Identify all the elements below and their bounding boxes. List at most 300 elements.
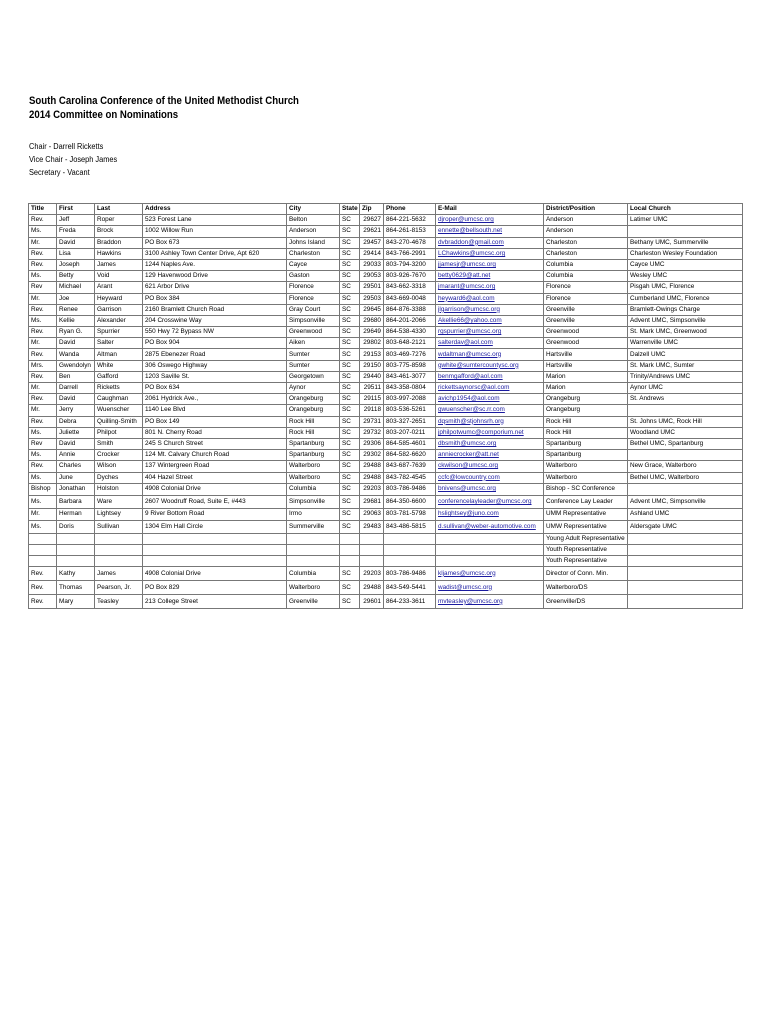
cell-email[interactable]: hslightsey@juno.com xyxy=(436,508,544,521)
cell-local-church xyxy=(628,405,743,416)
cell-email[interactable]: ccfc@lowcountry.com xyxy=(436,472,544,483)
cell-address xyxy=(143,544,287,555)
cell-first: David xyxy=(57,438,95,449)
cell-title: Rev. xyxy=(29,304,57,315)
cell-zip xyxy=(360,556,384,567)
cell-title: Rev. xyxy=(29,248,57,259)
table-row xyxy=(29,215,743,226)
cell-first: Joe xyxy=(57,293,95,304)
table-row xyxy=(29,472,743,483)
cell-address: 9 River Bottom Road xyxy=(143,508,287,521)
cell-state: SC xyxy=(340,237,360,248)
cell-email[interactable]: mvteasley@umcsc.org xyxy=(436,595,544,609)
cell-phone: 803-648-2121 xyxy=(384,338,436,349)
cell-phone: 803-926-7670 xyxy=(384,271,436,282)
cell-local-church: Warrenville UMC xyxy=(628,338,743,349)
cell-district-position: Florence xyxy=(544,293,628,304)
cell-email[interactable]: wdaltman@umcsc.org xyxy=(436,349,544,360)
cell-phone: 843-270-4678 xyxy=(384,237,436,248)
cell-last: Gafford xyxy=(95,371,143,382)
cell-last: James xyxy=(95,567,143,581)
table-row xyxy=(29,237,743,248)
cell-city: Sumter xyxy=(287,360,340,371)
cell-local-church: Pisgah UMC, Florence xyxy=(628,282,743,293)
table-row xyxy=(29,438,743,449)
cell-zip: 29731 xyxy=(360,416,384,427)
cell-last xyxy=(95,533,143,544)
cell-email[interactable]: salterdav@aol.com xyxy=(436,338,544,349)
cell-zip: 29203 xyxy=(360,483,384,496)
cell-district-position: Conference Lay Leader xyxy=(544,496,628,509)
officer-vice-chair: Vice Chair - Joseph James xyxy=(29,154,118,164)
cell-email[interactable]: djroper@umcsc.org xyxy=(436,215,544,226)
cell-state: SC xyxy=(340,394,360,405)
cell-city: Simpsonville xyxy=(287,315,340,326)
cell-address: PO Box 829 xyxy=(143,581,287,595)
cell-phone: 803-786-9486 xyxy=(384,567,436,581)
cell-email[interactable]: Akellie66@yahoo.com xyxy=(436,315,544,326)
table-row xyxy=(29,556,743,567)
cell-email[interactable]: conferencelayleader@umcsc.org xyxy=(436,496,544,509)
cell-address: 213 College Street xyxy=(143,595,287,609)
cell-zip: 29414 xyxy=(360,248,384,259)
cell-state: SC xyxy=(340,416,360,427)
cell-last: Braddon xyxy=(95,237,143,248)
cell-email[interactable]: gwuenscher@sc.rr.com xyxy=(436,405,544,416)
cell-email[interactable]: dbsmith@umcsc.org xyxy=(436,438,544,449)
cell-title: Rev. xyxy=(29,461,57,472)
cell-address: 124 Mt. Calvary Church Road xyxy=(143,450,287,461)
cell-address: 2160 Bramlett Church Road xyxy=(143,304,287,315)
cell-address: PO Box 904 xyxy=(143,338,287,349)
cell-city: Simpsonville xyxy=(287,496,340,509)
cell-state: SC xyxy=(340,226,360,237)
cell-local-church: Charleston Wesley Foundation xyxy=(628,248,743,259)
cell-email[interactable]: anniecrocker@att.net xyxy=(436,450,544,461)
table-row xyxy=(29,282,743,293)
cell-district-position: Orangeburg xyxy=(544,394,628,405)
cell-last: Ricketts xyxy=(95,383,143,394)
cell-state: SC xyxy=(340,567,360,581)
cell-state: SC xyxy=(340,483,360,496)
cell-zip: 29732 xyxy=(360,427,384,438)
cell-email[interactable]: betty0629@att.net xyxy=(436,271,544,282)
cell-city: Gray Court xyxy=(287,304,340,315)
cell-local-church: New Grace, Walterboro xyxy=(628,461,743,472)
cell-state: SC xyxy=(340,259,360,270)
cell-address: 137 Wintergreen Road xyxy=(143,461,287,472)
document-heading xyxy=(29,94,343,122)
cell-first: Darrell xyxy=(57,383,95,394)
cell-state: SC xyxy=(340,248,360,259)
table-row xyxy=(29,259,743,270)
cell-first: Charles xyxy=(57,461,95,472)
table-row xyxy=(29,533,743,544)
cell-email[interactable]: rickettsaynorsc@aol.com xyxy=(436,383,544,394)
cell-first: Jonathan xyxy=(57,483,95,496)
cell-local-church xyxy=(628,556,743,567)
cell-district-position: Greenville xyxy=(544,315,628,326)
cell-email[interactable]: dvbraddon@gmail.com xyxy=(436,237,544,248)
cell-city: Greenville xyxy=(287,595,340,609)
cell-email[interactable]: dqsmith@stjohnsrh.org xyxy=(436,416,544,427)
cell-address: 306 Oswego Highway xyxy=(143,360,287,371)
cell-email[interactable]: avichp1954@aol.com xyxy=(436,394,544,405)
cell-district-position: Greenville xyxy=(544,304,628,315)
cell-city xyxy=(287,533,340,544)
cell-email[interactable]: kljames@umcsc.org xyxy=(436,567,544,581)
cell-title: Mr. xyxy=(29,383,57,394)
cell-local-church: Aynor UMC xyxy=(628,383,743,394)
cell-email[interactable]: LChawkins@umcsc.org xyxy=(436,248,544,259)
cell-state: SC xyxy=(340,338,360,349)
table-row xyxy=(29,427,743,438)
table-row xyxy=(29,508,743,521)
cell-zip: 29440 xyxy=(360,371,384,382)
cell-last xyxy=(95,556,143,567)
cell-city: Columbia xyxy=(287,567,340,581)
cell-local-church: St. Andrews xyxy=(628,394,743,405)
cell-district-position: Director of Conn. Min. xyxy=(544,567,628,581)
cell-title: Bishop xyxy=(29,483,57,496)
cell-title: Rev. xyxy=(29,567,57,581)
cell-address: 129 Havenwood Drive xyxy=(143,271,287,282)
cell-city: Columbia xyxy=(287,483,340,496)
table-row xyxy=(29,581,743,595)
cell-district-position: Anderson xyxy=(544,215,628,226)
cell-title xyxy=(29,544,57,555)
cell-address: 2875 Ebenezer Road xyxy=(143,349,287,360)
cell-city: Greenwood xyxy=(287,327,340,338)
cell-email xyxy=(436,544,544,555)
cell-phone: 864-221-5632 xyxy=(384,215,436,226)
cell-zip: 29649 xyxy=(360,327,384,338)
cell-local-church xyxy=(628,544,743,555)
cell-title: Ms. xyxy=(29,472,57,483)
roster-body xyxy=(29,215,743,609)
cell-zip: 29680 xyxy=(360,315,384,326)
cell-zip: 29203 xyxy=(360,567,384,581)
cell-address: 550 Hwy 72 Bypass NW xyxy=(143,327,287,338)
cell-city: Orangeburg xyxy=(287,394,340,405)
cell-address: PO Box 673 xyxy=(143,237,287,248)
cell-district-position: Charleston xyxy=(544,248,628,259)
cell-district-position: Orangeburg xyxy=(544,405,628,416)
cell-phone: 843-662-3318 xyxy=(384,282,436,293)
cell-last: Heyward xyxy=(95,293,143,304)
cell-phone: 843-549-5441 xyxy=(384,581,436,595)
cell-local-church: Dalzell UMC xyxy=(628,349,743,360)
cell-district-position: Charleston xyxy=(544,237,628,248)
cell-state: SC xyxy=(340,496,360,509)
cell-zip: 29621 xyxy=(360,226,384,237)
cell-first xyxy=(57,544,95,555)
cell-email[interactable]: jlgarrison@umcsc.org xyxy=(436,304,544,315)
cell-local-church: Bethel UMC, Walterboro xyxy=(628,472,743,483)
cell-state: SC xyxy=(340,271,360,282)
table-row xyxy=(29,394,743,405)
cell-email[interactable]: rgspurrier@umcsc.org xyxy=(436,327,544,338)
cell-address: 801 N. Cherry Road xyxy=(143,427,287,438)
table-row xyxy=(29,461,743,472)
cell-first: Ben xyxy=(57,371,95,382)
cell-zip: 29302 xyxy=(360,450,384,461)
cell-local-church xyxy=(628,595,743,609)
cell-city: Aynor xyxy=(287,383,340,394)
table-row xyxy=(29,383,743,394)
cell-last: Roper xyxy=(95,215,143,226)
cell-email[interactable]: d.sullivan@weber-automotive.com xyxy=(436,521,544,534)
cell-title: Rev. xyxy=(29,349,57,360)
cell-state: SC xyxy=(340,383,360,394)
cell-state: SC xyxy=(340,293,360,304)
cell-city: Charleston xyxy=(287,248,340,259)
cell-state: SC xyxy=(340,595,360,609)
cell-local-church: Latimer UMC xyxy=(628,215,743,226)
cell-phone: 843-358-0804 xyxy=(384,383,436,394)
cell-zip: 29033 xyxy=(360,259,384,270)
cell-phone: 843-461-3077 xyxy=(384,371,436,382)
cell-zip: 29511 xyxy=(360,383,384,394)
cell-phone: 843-486-5815 xyxy=(384,521,436,534)
cell-address: 404 Hazel Street xyxy=(143,472,287,483)
cell-title: Rev. xyxy=(29,581,57,595)
cell-zip: 29063 xyxy=(360,508,384,521)
cell-state: SC xyxy=(340,315,360,326)
cell-email[interactable]: bnivens@umcsc.org xyxy=(436,483,544,496)
cell-title xyxy=(29,533,57,544)
cell-first: June xyxy=(57,472,95,483)
cell-first: Herman xyxy=(57,508,95,521)
cell-phone: 803-775-8598 xyxy=(384,360,436,371)
cell-email[interactable]: wadist@umcsc.org xyxy=(436,581,544,595)
cell-phone: 864-585-4601 xyxy=(384,438,436,449)
cell-phone xyxy=(384,533,436,544)
cell-address: 523 Forest Lane xyxy=(143,215,287,226)
cell-city: Summerville xyxy=(287,521,340,534)
cell-first: Annie xyxy=(57,450,95,461)
cell-phone: 864-261-8153 xyxy=(384,226,436,237)
cell-phone: 864-538-4330 xyxy=(384,327,436,338)
cell-zip: 29053 xyxy=(360,271,384,282)
cell-address: 1203 Saville St. xyxy=(143,371,287,382)
cell-email[interactable]: ennette@bellsouth.net xyxy=(436,226,544,237)
cell-district-position: Hartsville xyxy=(544,349,628,360)
cell-first xyxy=(57,556,95,567)
cell-email[interactable]: gwhite@sumtercountysc.org xyxy=(436,360,544,371)
cell-first xyxy=(57,533,95,544)
table-row xyxy=(29,349,743,360)
cell-last xyxy=(95,544,143,555)
cell-district-position: Hartsville xyxy=(544,360,628,371)
cell-phone: 843-687-7639 xyxy=(384,461,436,472)
cell-local-church: St. Johns UMC, Rock Hill xyxy=(628,416,743,427)
cell-first: Debra xyxy=(57,416,95,427)
cell-title: Rev. xyxy=(29,215,57,226)
cell-local-church: Ashland UMC xyxy=(628,508,743,521)
cell-title: Rev. xyxy=(29,259,57,270)
cell-first: Gwendolyn xyxy=(57,360,95,371)
document-subtitle: 2014 Committee on Nominations xyxy=(29,109,179,121)
cell-last: Teasley xyxy=(95,595,143,609)
cell-district-position: Greenville/DS xyxy=(544,595,628,609)
cell-phone: 843-782-4545 xyxy=(384,472,436,483)
cell-district-position: Marion xyxy=(544,383,628,394)
table-row xyxy=(29,248,743,259)
cell-city: Florence xyxy=(287,282,340,293)
cell-state: SC xyxy=(340,215,360,226)
cell-title: Mr. xyxy=(29,293,57,304)
cell-district-position: Rock Hill xyxy=(544,427,628,438)
cell-first: David xyxy=(57,394,95,405)
cell-address xyxy=(143,556,287,567)
table-row xyxy=(29,416,743,427)
col-header-phone: Phone xyxy=(384,204,436,215)
cell-address: PO Box 634 xyxy=(143,383,287,394)
cell-last: Lightsey xyxy=(95,508,143,521)
cell-email[interactable]: heyward6@aol.com xyxy=(436,293,544,304)
cell-first: Wanda xyxy=(57,349,95,360)
cell-email[interactable]: jmarant@umcsc.org xyxy=(436,282,544,293)
cell-district-position: Columbia xyxy=(544,271,628,282)
cell-title: Rev. xyxy=(29,371,57,382)
cell-last: Dyches xyxy=(95,472,143,483)
cell-title: Mrs. xyxy=(29,360,57,371)
cell-city xyxy=(287,556,340,567)
officer-secretary: Secretary - Vacant xyxy=(29,167,90,177)
roster-table xyxy=(28,203,743,609)
cell-phone: 803-469-7276 xyxy=(384,349,436,360)
cell-local-church: Cayce UMC xyxy=(628,259,743,270)
cell-email[interactable]: benmgafford@aol.com xyxy=(436,371,544,382)
cell-state: SC xyxy=(340,508,360,521)
cell-address: 2607 Woodruff Road, Suite E, #443 xyxy=(143,496,287,509)
cell-local-church xyxy=(628,567,743,581)
cell-last: Hawkins xyxy=(95,248,143,259)
table-row xyxy=(29,327,743,338)
col-header-district-position: District/Position xyxy=(544,204,628,215)
cell-zip: 29483 xyxy=(360,521,384,534)
table-row xyxy=(29,483,743,496)
cell-address: 1304 Elm Hall Circle xyxy=(143,521,287,534)
cell-state: SC xyxy=(340,405,360,416)
cell-state: SC xyxy=(340,349,360,360)
cell-district-position: Walterboro/DS xyxy=(544,581,628,595)
cell-title: Mr. xyxy=(29,338,57,349)
cell-last: Spurrier xyxy=(95,327,143,338)
cell-address: 1244 Naples Ave. xyxy=(143,259,287,270)
cell-address: 245 S Church Street xyxy=(143,438,287,449)
cell-local-church xyxy=(628,533,743,544)
cell-email[interactable]: jjamesjr@umcsc.org xyxy=(436,259,544,270)
cell-first: Juliette xyxy=(57,427,95,438)
cell-title: Rev. xyxy=(29,416,57,427)
cell-title: Ms. xyxy=(29,496,57,509)
cell-title: Ms. xyxy=(29,521,57,534)
cell-first: Lisa xyxy=(57,248,95,259)
table-row xyxy=(29,496,743,509)
cell-title: Rev. xyxy=(29,327,57,338)
cell-first: Mary xyxy=(57,595,95,609)
cell-last: Wilson xyxy=(95,461,143,472)
cell-phone: 803-536-5261 xyxy=(384,405,436,416)
cell-first: Jeff xyxy=(57,215,95,226)
cell-phone: 803-997-2088 xyxy=(384,394,436,405)
cell-zip: 29153 xyxy=(360,349,384,360)
table-row xyxy=(29,338,743,349)
cell-last: Brock xyxy=(95,226,143,237)
cell-zip: 29681 xyxy=(360,496,384,509)
cell-address: 621 Arbor Drive xyxy=(143,282,287,293)
cell-local-church xyxy=(628,483,743,496)
cell-city: Cayce xyxy=(287,259,340,270)
cell-local-church: Aldersgate UMC xyxy=(628,521,743,534)
cell-state: SC xyxy=(340,427,360,438)
table-row xyxy=(29,360,743,371)
cell-phone: 803-781-5798 xyxy=(384,508,436,521)
cell-state xyxy=(340,556,360,567)
col-header-first: First xyxy=(57,204,95,215)
cell-first: Kellie xyxy=(57,315,95,326)
cell-district-position: Young Adult Representative xyxy=(544,533,628,544)
cell-phone: 803-327-2651 xyxy=(384,416,436,427)
table-row xyxy=(29,567,743,581)
cell-local-church: Wesley UMC xyxy=(628,271,743,282)
cell-zip xyxy=(360,544,384,555)
cell-first: Renee xyxy=(57,304,95,315)
table-row xyxy=(29,315,743,326)
cell-title: Mr. xyxy=(29,237,57,248)
cell-last: Holston xyxy=(95,483,143,496)
cell-address: 3100 Ashley Town Center Drive, Apt 620 xyxy=(143,248,287,259)
cell-local-church xyxy=(628,581,743,595)
cell-address: 204 Crosswine Way xyxy=(143,315,287,326)
cell-email[interactable]: jphilpotwumc@comporium.net xyxy=(436,427,544,438)
cell-local-church xyxy=(628,450,743,461)
cell-zip: 29488 xyxy=(360,472,384,483)
cell-local-church xyxy=(628,226,743,237)
cell-local-church: Advent UMC, Simpsonville xyxy=(628,315,743,326)
officers-list xyxy=(29,140,132,179)
cell-zip xyxy=(360,533,384,544)
cell-local-church: Cumberland UMC, Florence xyxy=(628,293,743,304)
cell-phone: 864-350-6600 xyxy=(384,496,436,509)
cell-title: Ms. xyxy=(29,226,57,237)
col-header-last: Last xyxy=(95,204,143,215)
cell-first: Barbara xyxy=(57,496,95,509)
cell-last: Crocker xyxy=(95,450,143,461)
cell-address: PO Box 149 xyxy=(143,416,287,427)
cell-last: Ware xyxy=(95,496,143,509)
cell-state: SC xyxy=(340,461,360,472)
cell-phone: 803-794-3200 xyxy=(384,259,436,270)
cell-first: Freda xyxy=(57,226,95,237)
cell-zip: 29802 xyxy=(360,338,384,349)
cell-email[interactable]: ckwilson@umcsc.org xyxy=(436,461,544,472)
cell-local-church: St. Mark UMC, Greenwood xyxy=(628,327,743,338)
cell-city: Aiken xyxy=(287,338,340,349)
cell-first: Joseph xyxy=(57,259,95,270)
table-row xyxy=(29,544,743,555)
cell-zip: 29150 xyxy=(360,360,384,371)
cell-city: Spartanburg xyxy=(287,450,340,461)
col-header-state: State xyxy=(340,204,360,215)
cell-phone: 864-201-2066 xyxy=(384,315,436,326)
cell-address: 4908 Colonial Drive xyxy=(143,567,287,581)
col-header-city: City xyxy=(287,204,340,215)
cell-phone: 864-233-3611 xyxy=(384,595,436,609)
cell-city: Irmo xyxy=(287,508,340,521)
